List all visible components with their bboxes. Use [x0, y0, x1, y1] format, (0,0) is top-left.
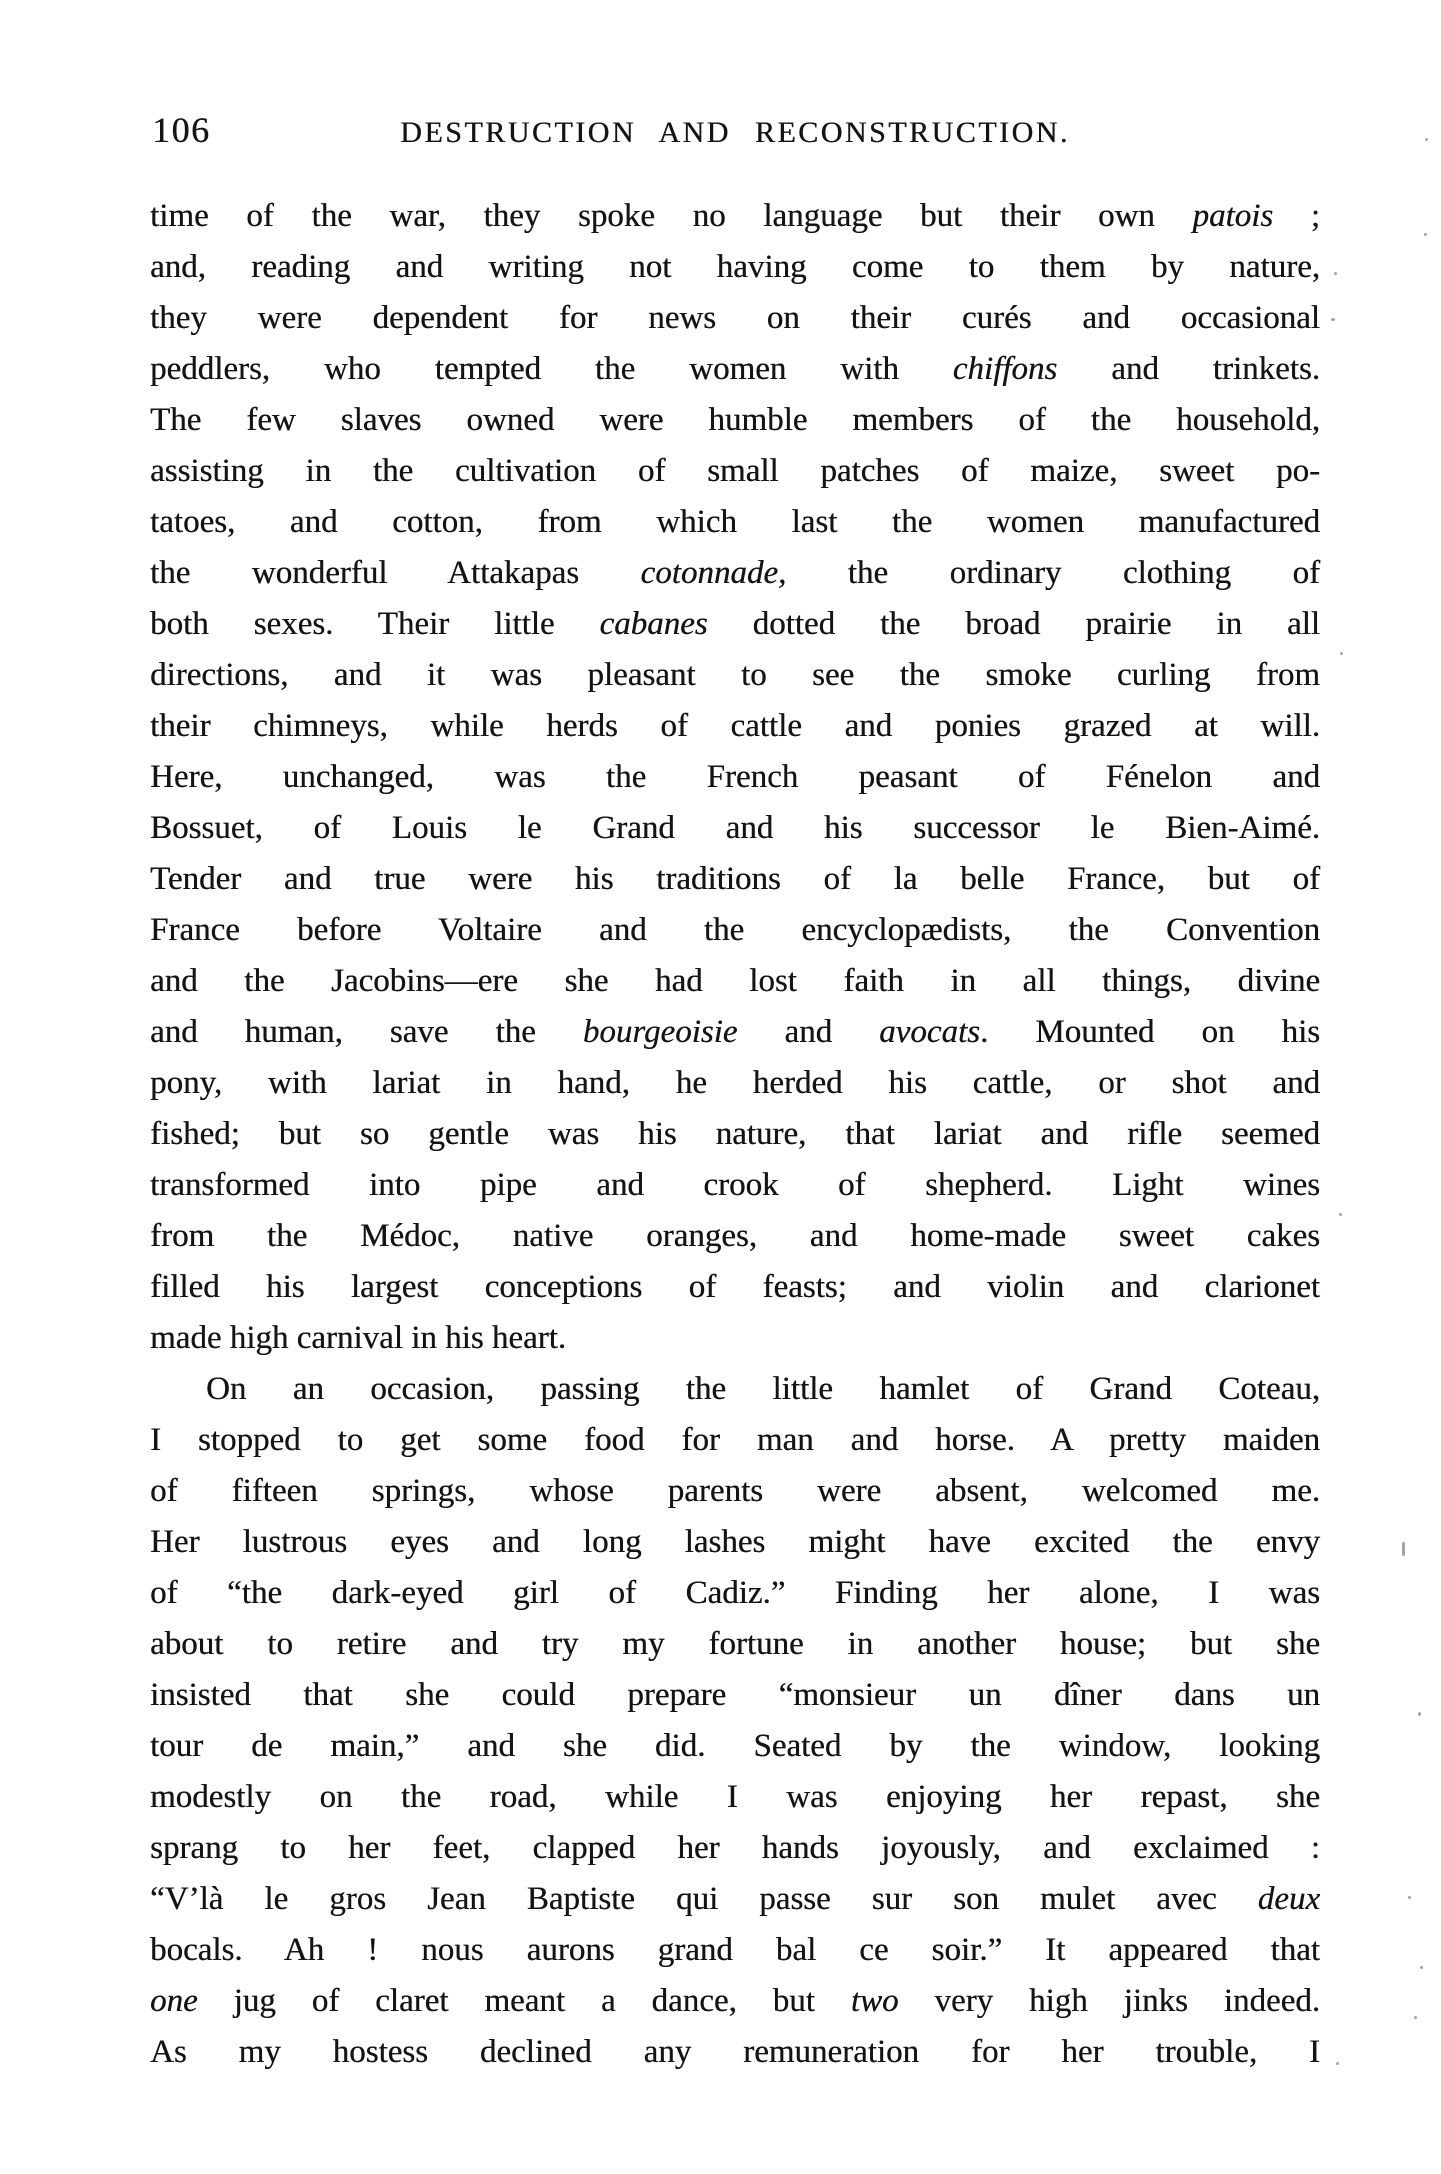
text-line: pony, with lariat in hand, he herded his cattle, or shot and [150, 1065, 1320, 1101]
text-line: insisted that she could prepare “monsieur un dîner dans un [150, 1677, 1320, 1713]
text-line: directions, and it was pleasant to see the smoke curling from [150, 657, 1320, 693]
scan-speck [1418, 1712, 1421, 1716]
text-line: On an occasion, passing the little hamlet of Grand Coteau, [206, 1371, 1320, 1407]
text-line: modestly on the road, while I was enjoying her repast, she [150, 1779, 1320, 1815]
text-line: the wonderful Attakapas cotonnade, the ordinary clothing of [150, 555, 1320, 591]
text-line: about to retire and try my fortune in another house; but she [150, 1626, 1320, 1662]
text-line: As my hostess declined any remuneration for her trouble, I [150, 2034, 1320, 2070]
text-line: The few slaves owned were humble members of the household, [150, 402, 1320, 438]
text-line: Bossuet, of Louis le Grand and his successor le Bien-Aimé. [150, 810, 1320, 846]
scan-speck [1414, 2016, 1417, 2019]
text-line: transformed into pipe and crook of shepherd. Light wines [150, 1167, 1320, 1203]
text-line: I stopped to get some food for man and horse. A pretty maiden [150, 1422, 1320, 1458]
text-line: and the Jacobins—ere she had lost faith in all things, divine [150, 963, 1320, 999]
scan-speck [1420, 1966, 1423, 1969]
scan-speck [1334, 272, 1337, 275]
running-header-title: DESTRUCTION AND RECONSTRUCTION. [400, 116, 1070, 149]
page-body [150, 191, 1320, 2078]
text-line: France before Voltaire and the encyclopædists, the Convention [150, 912, 1320, 948]
scan-speck [1340, 652, 1343, 655]
scan-speck [1339, 1213, 1342, 1216]
paragraph [150, 1364, 1320, 2078]
scan-speck [1424, 233, 1427, 236]
text-line: one jug of claret meant a dance, but two very high jinks indeed. [150, 1983, 1320, 2019]
text-line: “V’là le gros Jean Baptiste qui passe sur son mulet avec deux [150, 1881, 1320, 1917]
text-line: sprang to her feet, clapped her hands joyously, and exclaimed : [150, 1830, 1320, 1866]
text-line: Tender and true were his traditions of la belle France, but of [150, 861, 1320, 897]
text-line: from the Médoc, native oranges, and home-made sweet cakes [150, 1218, 1320, 1254]
text-line: assisting in the cultivation of small patches of maize, sweet po- [150, 453, 1320, 489]
scan-speck [1402, 1542, 1405, 1556]
scan-speck [1425, 138, 1428, 141]
text-line: tour de main,” and she did. Seated by the window, looking [150, 1728, 1320, 1764]
text-line: Here, unchanged, was the French peasant of Fénelon and [150, 759, 1320, 795]
paragraph [150, 191, 1320, 1364]
text-line: of fifteen springs, whose parents were absent, welcomed me. [150, 1473, 1320, 1509]
text-line: tatoes, and cotton, from which last the women manufactured [150, 504, 1320, 540]
text-line: time of the war, they spoke no language but their own patois ; [150, 198, 1320, 234]
text-line: and human, save the bourgeoisie and avocats. Mounted on his [150, 1014, 1321, 1050]
text-line: both sexes. Their little cabanes dotted the broad prairie in all [150, 606, 1320, 642]
scan-speck [1331, 318, 1335, 321]
text-line: bocals. Ah ! nous aurons grand bal ce soir.” It appeared that [150, 1932, 1320, 1968]
text-line: Her lustrous eyes and long lashes might have excited the envy [150, 1524, 1320, 1560]
scan-speck [1336, 2062, 1339, 2065]
text-line: fished; but so gentle was his nature, that lariat and rifle seemed [150, 1116, 1320, 1152]
text-line: made high carnival in his heart. [150, 1320, 567, 1356]
page-number: 106 [152, 110, 211, 150]
text-line: filled his largest conceptions of feasts; and violin and clarionet [150, 1269, 1320, 1305]
text-line: their chimneys, while herds of cattle and ponies grazed at will. [150, 708, 1320, 744]
scan-speck [1408, 1896, 1411, 1899]
text-line: of “the dark-eyed girl of Cadiz.” Finding her alone, I was [150, 1575, 1320, 1611]
text-line: and, reading and writing not having come to them by nature, [150, 249, 1320, 285]
text-line: they were dependent for news on their curés and occasional [150, 300, 1320, 336]
text-line: peddlers, who tempted the women with chiffons and trinkets. [150, 351, 1320, 387]
